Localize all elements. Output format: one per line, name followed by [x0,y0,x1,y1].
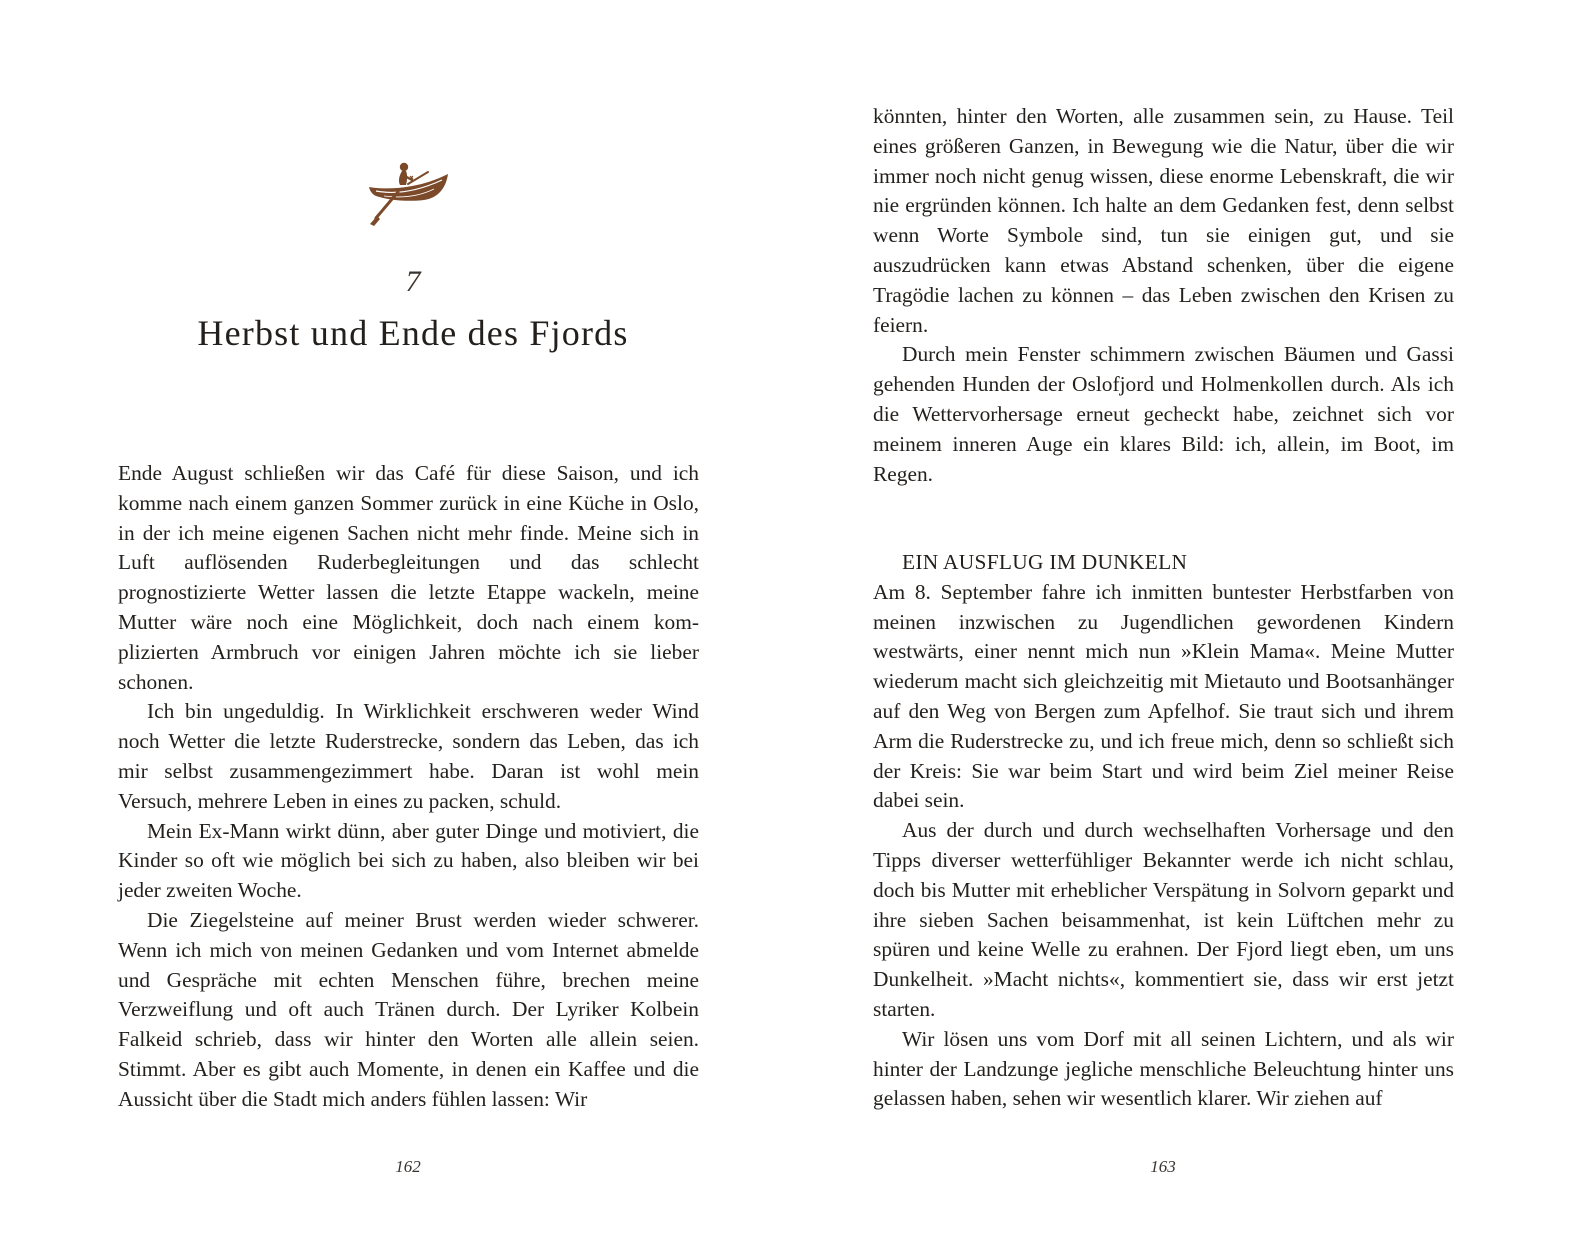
right-body-text-top [873,102,1454,489]
paragraph: könnten, hinter den Worten, alle zusammen sein, zu Hause. Teil eines größeren Ganzen, in Bewegung wie die Natur, über die wir immer noch nicht genug wissen, diese enorme Lebenskraft, die wir nie ergründen können. Ich halte an dem Gedanken fest, denn selbst wenn Worte Symbole sind, tun sie einigen gut, und sie auszudrücken kann etwas Abstand schenken, über die eigene Tragödie lachen zu können – das Leben zwischen den Krisen zu feiern. [873,104,1454,337]
paragraph: Mein Ex-Mann wirkt dünn, aber guter Dinge und motiviert, die Kinder so oft wie möglich bei sich zu haben, also bleiben wir bei jeder zweiten Woche. [118,818,699,903]
page-number: 162 [395,1157,421,1176]
paragraph: Aus der durch und durch wechselhaften Vorhersage und den Tipps diverser wetterfühliger Bekannter werde ich nicht schlau, doch bis Mutter mit erheblicher Verspätung in Solvorn geparkt und ihre sieben Sachen beisammenhat, ist kein Lüftchen mehr zu spüren und keine Welle zu erahnen. Der Fjord liegt eben, um uns Dunkelheit. »Macht nichts«, kommentiert sie, dass wir erst jetzt starten. [873,818,1454,1021]
paragraph: Die Ziegelsteine auf meiner Brust werden wieder schwerer. Wenn ich mich von meinen Gedanken und vom Internet abmelde und Gespräche mit echten Menschen führe, brechen meine Verzweiflung und oft auch Tränen durch. Der Lyriker Kolbein Falkeid schrieb, dass wir hinter den Worten alle allein seien. Stimmt. Aber es gibt auch Momente, in denen ein Kaffee und die Aussicht über die Stadt mich anders fühlen lassen: Wir [118,907,699,1111]
paragraph: Am 8. September fahre ich inmitten buntester Herbstfarben von meinen inzwischen zu Jugendlichen gewordenen Kindern westwärts, einer nennt mich nun »Klein Mama«. Meine Mutter wiederum macht sich gleichzeitig mit Mietauto und Bootsanhänger auf den Weg von Bergen zum Apfelhof. Sie traut sich und ihrem Arm die Ruderstrecke zu, und ich freue mich, denn so schließt sich der Kreis: Sie war beim Start und wird beim Ziel meiner Reise dabei sein. [873,579,1454,813]
chapter-number: 7 [405,265,421,298]
paragraph: Durch mein Fenster schimmern zwischen Bäumen und Gassi gehenden Hunden der Oslofjord und Holmenkollen durch. Als ich die Wettervorhersage erneut gecheckt habe, zeichnet sich vor meinem inneren Auge ein klares Bild: ich, allein, im Boot, im Regen. [873,342,1454,486]
paragraph: Ende August schließen wir das Café für diese Saison, und ich komme nach einem ganzen Sommer zurück in eine Küche in Oslo, in der ich meine eigenen Sachen nicht mehr finde. Meine sich in Luft auflösenden Ruderbegleitungen und das schlecht prognostizierte Wetter lassen die letzte Etappe wackeln, meine Mutter wäre noch eine Möglichkeit, doch nach einem komplizierten Armbruch vor einigen Jahren möchte ich sie lieber schonen. [118,461,699,694]
right-body-text-section [873,548,1454,1114]
rowing-boat-icon [368,158,452,230]
chapter-title: Herbst und Ende des Fjords [197,313,629,353]
paragraph: Ich bin ungeduldig. In Wirklichkeit erschweren weder Wind noch Wetter die letzte Ruderstrecke, sondern das Leben, das ich mir selbst zusammengezimmert habe. Daran ist wohl mein Versuch, mehrere Leben in eines zu packen, schuld. [118,699,699,813]
page-number: 163 [1150,1157,1176,1176]
left-body-text [118,459,699,1115]
paragraph: Wir lösen uns vom Dorf mit all seinen Lichtern, und als wir hinter der Landzunge jegliche menschliche Beleuchtung hinter uns gelassen haben, sehen wir wesentlich klarer. Wir ziehen auf [873,1026,1454,1111]
section-heading: EIN AUSFLUG IM DUNKELN [902,550,1188,574]
